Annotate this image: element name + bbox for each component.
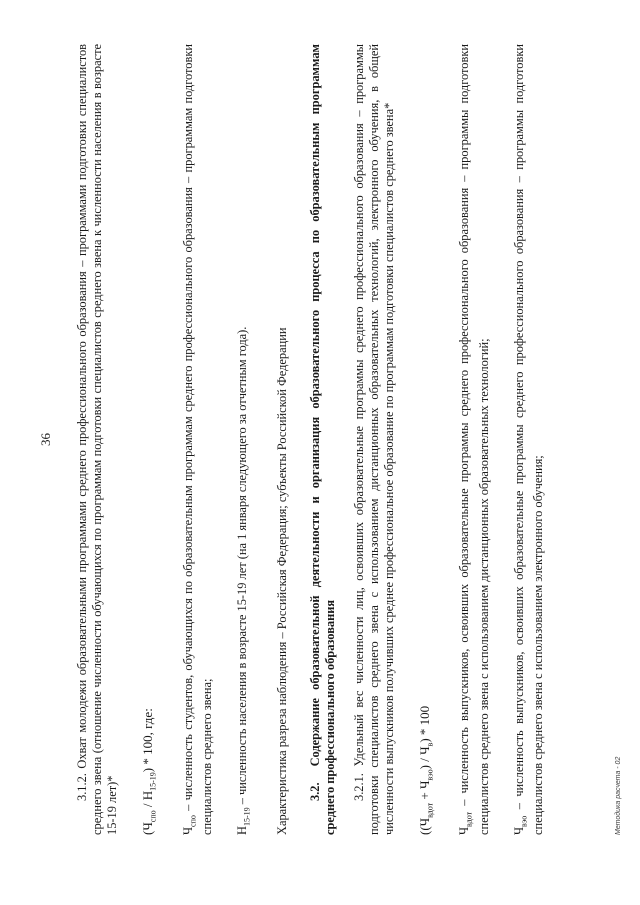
term-symbol: Н [235, 826, 250, 835]
definition-h-15-19 [235, 44, 254, 835]
formula-subscript: вдот [425, 802, 435, 818]
section-heading-3-2 [308, 44, 338, 835]
definition-text: – численность выпускников, освоивших образовательные программы среднего профессионального образования – программы подготовки специалистов среднего звена с использованием дистанционных образовательных технологий; [457, 44, 491, 835]
definition-ch-vdot [457, 44, 491, 835]
formula-subscript: в [425, 742, 435, 747]
heading-number: 3.2. [307, 782, 322, 801]
definition-ch-spo [181, 44, 215, 835]
formula-youth-coverage [140, 44, 161, 835]
formula-part: ((Ч [416, 817, 432, 835]
term-subscript: вэо [519, 815, 529, 827]
definition-text: – численность населения в возрасте 15-19 лет (на 1 января следующего за отчетным года). [235, 326, 250, 808]
formula-part: / Н [140, 790, 155, 811]
formula-part: (Ч [140, 822, 155, 835]
definition-text: – численность студентов, обучающихся по образовательным программам среднего профессионального образования – программам подготовки специалистов среднего звена; [180, 44, 215, 835]
formula-subscript: вэо [425, 769, 435, 781]
section-3-1-2-paragraph: 3.1.2. Охват молодежи образовательными программами среднего профессионального образования – программами подготовки специалистов среднего звена (отношение численности обучающихся по программам подготовки специалистов среднего звена к численности населения в возрасте 15-19 лет)* [75, 44, 119, 835]
term-symbol: Ч [457, 826, 472, 835]
definition-text: – численность выпускников, освоивших образовательные программы среднего профессионального образования – программы подготовки специалистов среднего звена с использованием электронного обучения; [511, 44, 546, 835]
formula-part: ) * 100, где: [140, 708, 155, 773]
term-symbol: Ч [180, 826, 195, 835]
formula-part: + Ч [416, 780, 432, 803]
formula-distance-share [417, 44, 438, 835]
footer-label: Методика расчета - 02 [615, 756, 622, 835]
formula-part: ) / Ч [416, 746, 432, 770]
term-subscript: спо [188, 815, 198, 827]
formula-subscript: спо [148, 810, 158, 823]
term-subscript: 15-19 [242, 807, 252, 827]
definition-ch-veo [512, 44, 546, 835]
term-symbol: Ч [511, 826, 526, 835]
section-3-2-1-paragraph: 3.2.1. Удельный вес численности лиц, освоивших образовательные программы среднего профессионального образования – программы подготовки специалистов среднего звена с использованием дистанционных образовательных технологий, электронного обучения, в общей численности выпускников получивших среднее профессиональное образование по программам подготовки специалистов среднего звена* [351, 44, 396, 835]
formula-subscript: 15-19 [148, 772, 158, 791]
term-subscript: вдот [464, 811, 474, 827]
heading-text: Содержание образовательной деятельности и организация образовательного процесса по образовательным программам среднего профессионального образования [307, 44, 337, 835]
observation-scope: Характеристика разреза наблюдения – Российская Федерация; субъекты Российской Федерации [274, 327, 289, 835]
formula-part: ) * 100 [416, 705, 432, 743]
page-number: 36 [38, 433, 53, 446]
